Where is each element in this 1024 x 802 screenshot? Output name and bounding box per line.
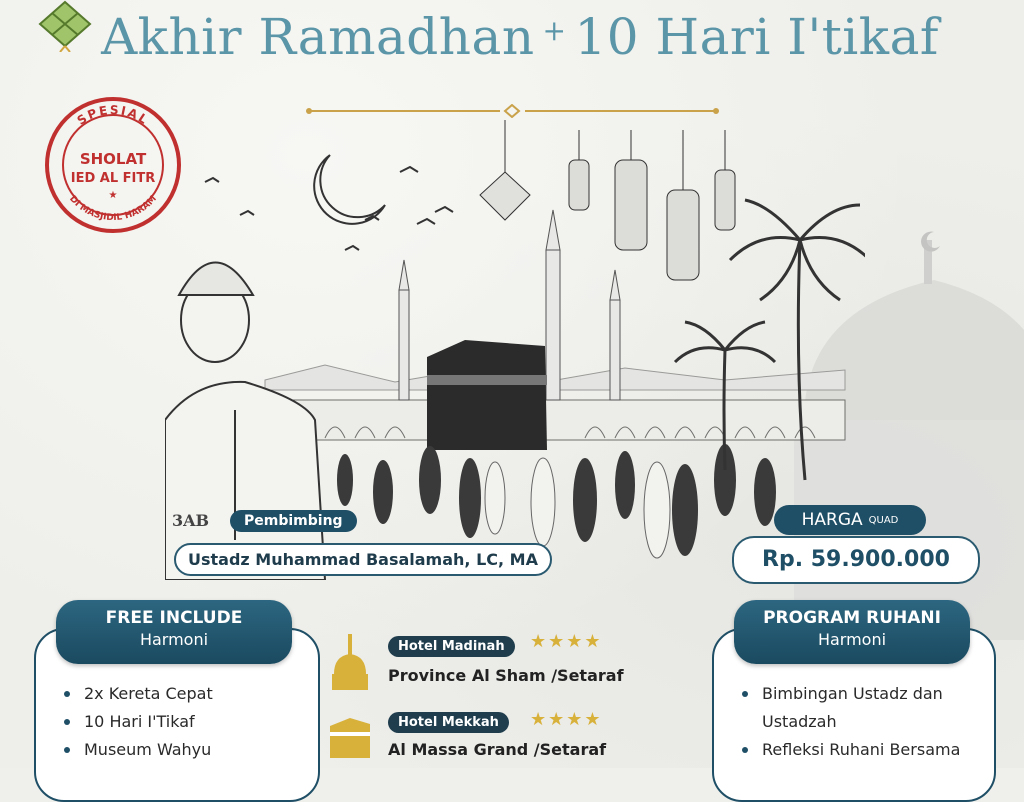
stamp-line1: SHOLAT xyxy=(79,150,147,168)
list-item: Refleksi Ruhani Bersama xyxy=(736,736,986,764)
list-item: Museum Wahyu xyxy=(58,736,298,764)
hotel-madinah-stars: ★★★★ xyxy=(530,631,603,652)
list-item: Bimbingan Ustadz dan Ustadzah xyxy=(736,680,986,736)
price-label xyxy=(774,505,926,535)
price-room-type: QUAD xyxy=(868,515,899,526)
program-ruhani-list xyxy=(736,680,986,764)
program-ruhani-title: PROGRAM RUHANI xyxy=(763,608,941,628)
guide-name: Ustadz Muhammad Basalamah, LC, MA xyxy=(174,543,552,576)
free-include-list xyxy=(58,680,298,764)
hotel-madinah-label: Hotel Madinah xyxy=(388,636,515,657)
guide-label: Pembimbing xyxy=(230,510,357,532)
mosque-dome-icon xyxy=(330,634,370,690)
kaaba-icon xyxy=(326,716,372,760)
free-include-subtitle: Harmoni xyxy=(139,630,209,649)
stamp-line2: IED AL FITR xyxy=(70,171,156,186)
price-label-text: HARGA xyxy=(801,510,863,530)
program-ruhani-header xyxy=(734,600,970,664)
agency-logo: 3AB xyxy=(172,511,210,530)
price-value: Rp. 59.900.000 xyxy=(732,536,980,584)
special-stamp xyxy=(42,94,184,236)
hotel-madinah-name: Province Al Sham /Setaraf xyxy=(388,666,624,685)
list-item: 10 Hari I'Tikaf xyxy=(58,708,298,736)
free-include-title: FREE INCLUDE xyxy=(105,608,243,628)
stamp-top-text: SPESIAL xyxy=(74,102,152,128)
hotel-mekkah-label: Hotel Mekkah xyxy=(388,712,509,733)
stamp-star: ★ xyxy=(108,190,118,201)
program-ruhani-subtitle: Harmoni xyxy=(817,630,887,649)
list-item: 2x Kereta Cepat xyxy=(58,680,298,708)
hotel-mekkah-name: Al Massa Grand /Setaraf xyxy=(388,740,607,759)
divider-ornament xyxy=(305,104,720,118)
stamp-bottom-text: DI MASJIDIL HARAM xyxy=(67,194,159,224)
page-title: Akhir Ramadhan + 10 Hari I'tikaf xyxy=(101,8,939,66)
hotel-mekkah-stars: ★★★★ xyxy=(530,709,603,730)
free-include-header xyxy=(56,600,292,664)
